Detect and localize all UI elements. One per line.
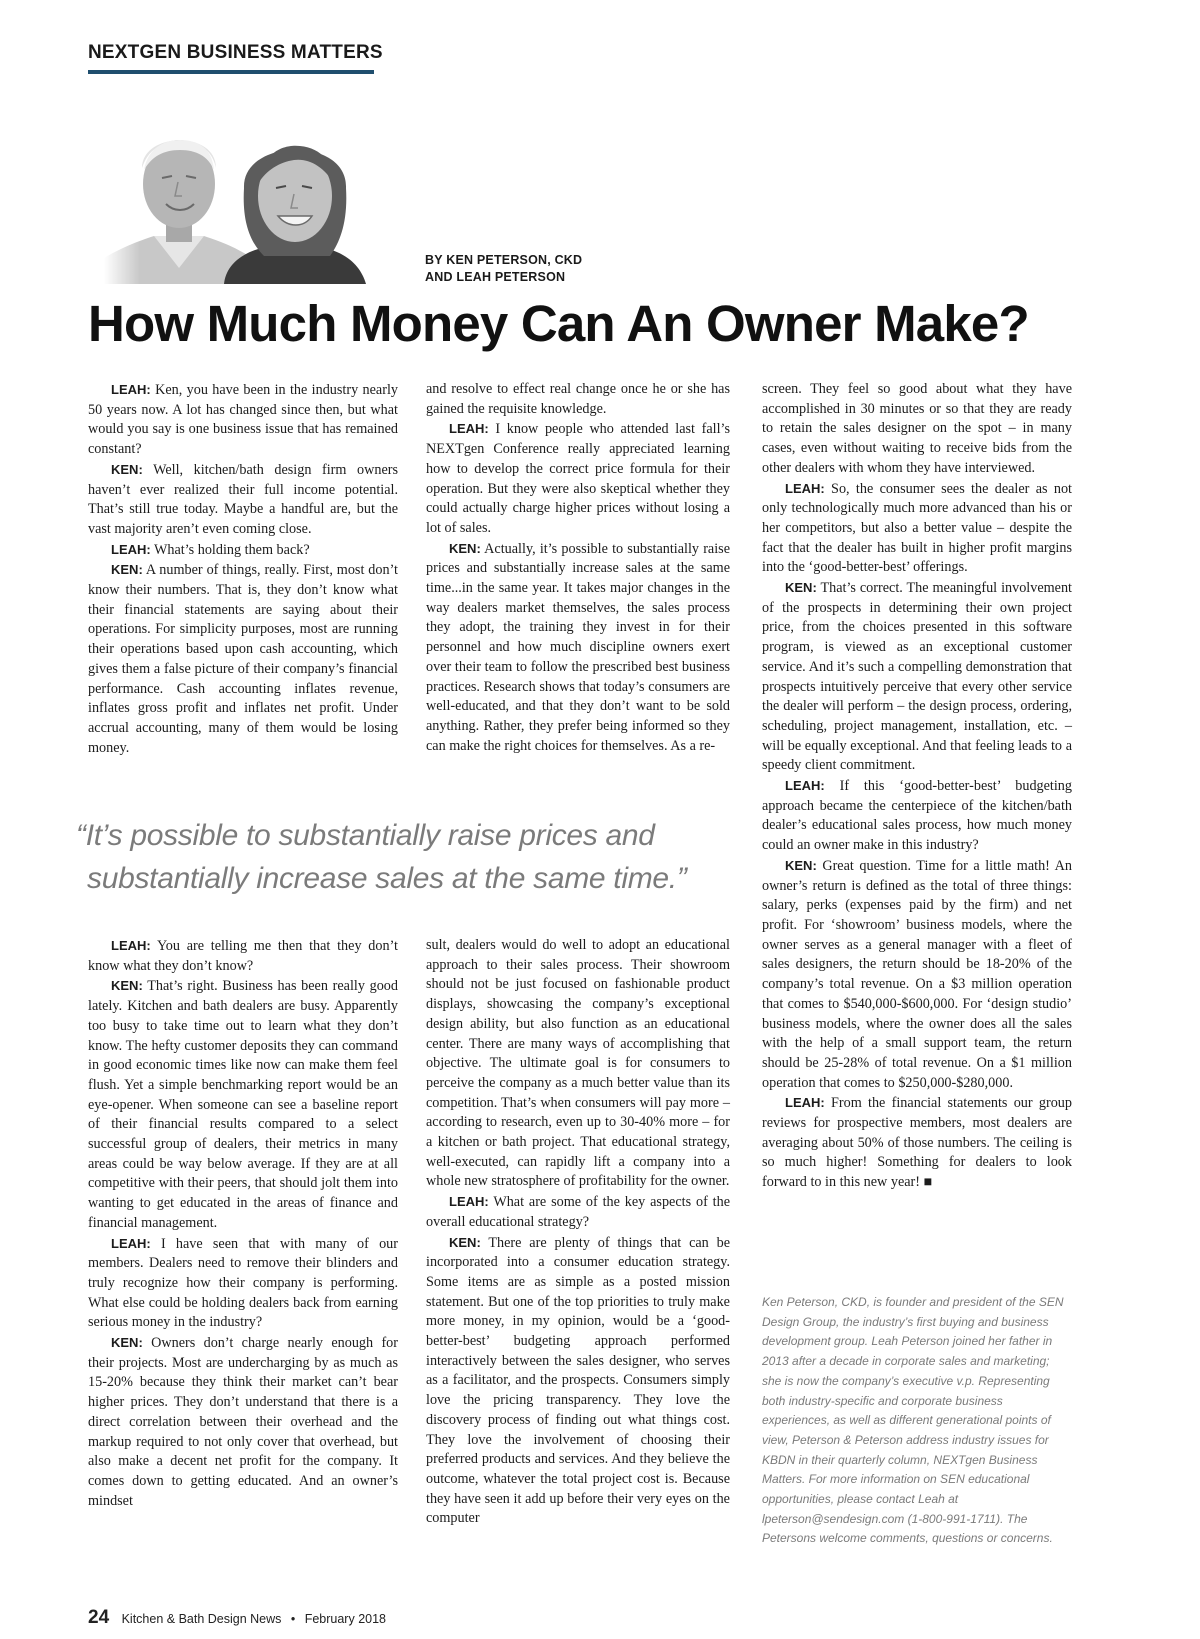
section-rule [88,70,374,74]
paragraph [88,560,398,758]
paragraph [88,936,398,976]
paragraph-text: and resolve to effect real change once he or she has gained the requisite knowledge. [426,381,730,417]
paragraph-text: I know people who attended last fall’s NEXTgen Conference really appreciated learning how to develop the correct price formula for their operation. But they were also skeptical whether they could actually charge higher prices without losing a lot of sales. [426,421,730,536]
paragraph [88,1333,398,1511]
speaker-label: LEAH: [111,541,151,557]
paragraph-text: What’s holding them back? [150,541,310,558]
speaker-label: LEAH: [785,778,825,794]
paragraph-text: So, the consumer sees the dealer as not only technologically much more advanced than his or her competitors, but also a better value – despite the fact that the dealer has built in higher profit margins into the ‘good-better-best’ offerings. [762,480,1072,576]
paragraph [762,856,1072,1093]
paragraph-text: If this ‘good-better-best’ budgeting approach became the centerpiece of the kitchen/bath dealer’s educational sales process, how much money could an owner make in this industry? [762,778,1072,854]
paragraph-text: What are some of the key aspects of the overall educational strategy? [426,1194,730,1230]
speaker-label: LEAH: [111,938,151,953]
section-label: NEXTGEN BUSINESS MATTERS [88,42,383,63]
paragraph-text: A number of things, really. First, most don’t know their numbers. That is, they don’t know what their financial statements are saying about their operations. For simplicity purposes, most are running their operations based upon cash accounting, which gives them a false picture of their company’s financial performance. Cash accounting inflates revenue, inflates gross profit and inflates net profit. Under accrual accounting, many of them would be losing money. [88,562,398,756]
headline: How Much Money Can An Owner Make? [88,295,1029,352]
paragraph [762,380,1072,479]
paragraph [762,776,1072,856]
column-1-bottom [88,936,398,1511]
paragraph-text: Well, kitchen/bath design firm owners haven’t ever realized their full income potential. That’s still true today. Maybe a handful are, but the vast majority aren’t even coming close. [88,461,398,537]
column-3 [762,380,1072,1193]
paragraph-text: sult, dealers would do well to adopt an educational approach to their sales process. Their showroom should not be just focused on fashionable product displays, showcasing the company’s exceptional design ability, but also function as an educational center. There are many ways of accomplishing that objective. The ultimate goal is for consumers to perceive the company as a much better value than its competition. That’s when consumers will pay more – according to research, even up to 30-40% more – for a kitchen or bath project. That educational strategy, well-executed, can rapidly lift a company into a whole new stratosphere of profitability for the owner. [426,937,730,1190]
paragraph [426,419,730,538]
paragraph [88,1234,398,1334]
footer-separator: • [290,1612,296,1626]
speaker-label: LEAH: [785,1095,825,1111]
page-number: 24 [88,1607,110,1628]
issue-date: February 2018 [304,1612,387,1626]
paragraph-text: screen. They feel so good about what they have accomplished in 30 minutes or so that they are ready to retain the sales designer on the spot – in many cases, even without waiting to receive bids from the other dealers with whom they have interviewed. [762,381,1072,476]
paragraph [426,936,730,1192]
author-portraits-image [104,118,404,284]
paragraph [762,1093,1072,1193]
paragraph [426,1192,730,1232]
speaker-label: KEN: [785,580,817,596]
paragraph [88,540,398,561]
paragraph [88,460,398,540]
paragraph [762,578,1072,776]
paragraph-text: That’s right. Business has been really good lately. Kitchen and bath dealers are busy. Apparently too busy to take time out to learn what they don’t know. The hefty customer deposits they can command in good economic times like now can make them feel flush. Yet a simple benchmarking report would be an eye-opener. When someone can see a baseline report of their financial results compared to a select successful group of dealers, their metrics in many areas could be way below average. If they are at all competitive with their peers, that should jolt them into wanting to get educated in the areas of finance and financial management. [88,978,398,1231]
speaker-label: KEN: [111,978,143,994]
author-bio: Ken Peterson, CKD, is founder and president of the SEN Design Group, the industry’s first buying and business development group. Leah Peterson joined her father in 2013 after a decade in corporate sales and marketing; she is now the company’s executive v.p. Representing both industry-specific and corporate business experiences, as well as different generational points of view, Peterson & Peterson address industry issues for KBDN in their quarterly column, NEXTgen Business Matters. For more information on SEN educational opportunities, please contact Leah at lpeterson@sendesign.com (1-800-991-1711). The Petersons welcome comments, questions or concerns. [762,1295,1064,1546]
author-portraits [104,118,404,284]
publication-name: Kitchen & Bath Design News [121,1612,282,1626]
column-2-top [426,380,730,756]
speaker-label: KEN: [449,1234,481,1250]
speaker-label: KEN: [785,857,817,873]
paragraph-text: Great question. Time for a little math! An owner’s return is defined as the total of three things: salary, perks (expenses paid by the firm) and net profit. For ‘showroom’ business models, where the owner serves as a general manager with a fleet of sales designers, the return should be 18-20% of the company’s total revenue. On a $3 million operation that comes to $540,000-$600,000. For ‘design studio’ business models, where the owner does all the sales with the help of a small support team, the return should be 25-28% of total revenue. On a $1 million operation that comes to $250,000-$280,000. [762,857,1072,1091]
column-1-top [88,380,398,758]
paragraph [426,380,730,419]
speaker-label: KEN: [111,1335,143,1351]
speaker-label: KEN: [449,540,481,556]
paragraph-text: Actually, it’s possible to substantially raise prices and substantially increase sales at the same time...in the same year. It takes major changes in the way dealers market themselves, the sales process they adopt, the training they invest in for their personnel and how much discipline owners exert over their team to follow the prescribed best business practices. Research shows that today’s consumers are well-educated, and that they don’t want to be sold anything. Rather, they prefer being informed so they can make the right choices for themselves. As a re- [426,540,730,754]
page-footer [88,1607,386,1629]
speaker-label: LEAH: [449,1194,489,1210]
section-header [88,42,383,74]
speaker-label: LEAH: [111,382,151,397]
pull-quote-line-1: “It’s possible to substantially raise prices and [76,819,655,852]
paragraph [426,1233,730,1530]
byline [425,252,582,286]
speaker-label: LEAH: [785,480,825,496]
byline-line-2: AND LEAH PETERSON [425,270,566,284]
paragraph [762,479,1072,579]
paragraph [426,539,730,757]
pull-quote-line-2: substantially increase sales at the same time.” [87,862,687,895]
byline-line-1: BY KEN PETERSON, CKD [425,253,583,267]
paragraph-text: From the financial statements our group reviews for prospective members, most dealers are averaging about 50% of those numbers. The ceiling is so much higher! Something for dealers to look forward to in this new year! ■ [762,1095,1072,1191]
pull-quote [76,814,716,900]
speaker-label: KEN: [111,461,143,477]
speaker-label: LEAH: [449,421,489,437]
paragraph [88,976,398,1233]
paragraph [88,380,398,460]
paragraph-text: Ken, you have been in the industry nearly 50 years now. A lot has changed since then, but what would you say is one business issue that has remained constant? [88,382,398,458]
paragraph-text: I have seen that with many of our members. Dealers need to remove their blinders and truly recognize how their company is performing. What else could be holding dealers back from earning serious money in the industry? [88,1235,398,1331]
paragraph-text: That’s correct. The meaningful involvement of the prospects in determining their own project price, from the choices presented in this software program, is viewed as an exceptional customer service. And it’s such a compelling demonstration that prospects intuitively perceive that every other service the dealer will perform – the design process, ordering, scheduling, project management, installation, etc. – will be equally exceptional. And that feeling leads to a speedy client commitment. [762,580,1072,774]
paragraph-text: Owners don’t charge nearly enough for their projects. Most are undercharging by as much as 15-20% because they think their market can’t bear higher prices. They don’t understand that there is a direct correlation between their overhead and the markup required to not only cover that overhead, but also make a decent net profit for the company. It comes down to getting educated. And an owner’s mindset [88,1335,398,1509]
speaker-label: KEN: [111,562,143,578]
paragraph-text: You are telling me then that they don’t know what they don’t know? [88,938,398,974]
column-2-bottom [426,936,730,1529]
speaker-label: LEAH: [111,1235,151,1251]
paragraph-text: There are plenty of things that can be incorporated into a consumer education strategy. Some items are as simple as a posted mission statement. But one of the top priorities to truly make more money, in my opinion, would be a ‘good-better-best’ budgeting approach performed interactively between the sales designer, who serves as a facilitator, and the prospects. Consumers simply love the pricing transparency. They love the discovery process of finding out what things cost. They love the involvement of choosing their preferred products and services. And they believe the outcome, whatever the total project cost is. Because they have seen it add up before their very eyes on the computer [426,1234,730,1527]
